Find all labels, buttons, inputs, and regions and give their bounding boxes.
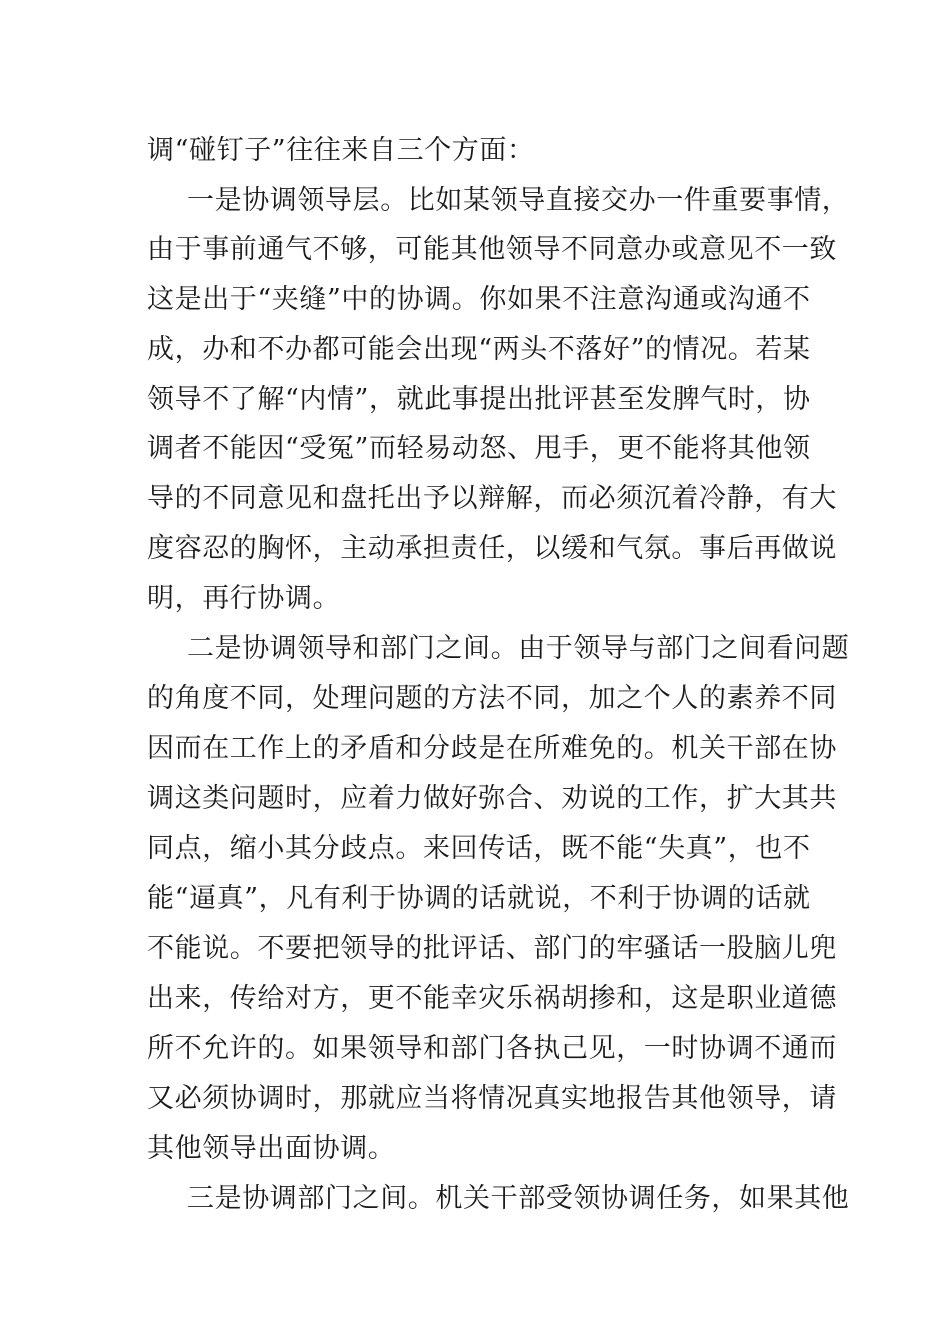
paragraph-line: 二是协调领导和部门之间。由于领导与部门之间看问题 [187, 633, 850, 664]
text-line: 调“碰钉子”往往来自三个方面： [147, 135, 535, 166]
paragraph-line: 一是协调领导层。比如某领导直接交办一件重要事情， [187, 185, 850, 216]
paragraph-line: 同点，缩小其分歧点。来回传话，既不能“失真”，也不 [147, 833, 811, 864]
paragraph-line: 导的不同意见和盘托出予以辩解，而必须沉着冷静，有大 [147, 483, 837, 514]
paragraph-line: 度容忍的胸怀，主动承担责任，以缓和气氛。事后再做说 [147, 533, 837, 564]
paragraph-line: 所不允许的。如果领导和部门各执己见，一时协调不通而 [147, 1033, 837, 1064]
paragraph-line: 这是出于“夹缝”中的协调。你如果不注意沟通或沟通不 [147, 284, 811, 315]
paragraph-line: 能“逼真”，凡有利于协调的话就说，不利于协调的话就 [147, 883, 811, 914]
paragraph-line: 明，再行协调。 [147, 583, 341, 614]
paragraph-line: 调这类问题时，应着力做好弥合、劝说的工作，扩大其共 [147, 783, 837, 814]
paragraph-line: 的角度不同，处理问题的方法不同，加之个人的素养不同 [147, 683, 837, 714]
paragraph-line: 又必须协调时，那就应当将情况真实地报告其他领导，请 [147, 1083, 837, 1114]
paragraph-line: 因而在工作上的矛盾和分歧是在所难免的。机关干部在协 [147, 733, 837, 764]
paragraph-line: 出来，传给对方，更不能幸灾乐祸胡掺和，这是职业道德 [147, 983, 837, 1014]
paragraph-line: 其他领导出面协调。 [147, 1133, 396, 1164]
paragraph-line: 不能说。不要把领导的批评话、部门的牢骚话一股脑儿兜 [147, 933, 837, 964]
paragraph-line: 三是协调部门之间。机关干部受领协调任务，如果其他 [187, 1183, 850, 1214]
paragraph-line: 由于事前通气不够，可能其他领导不同意办或意见不一致 [147, 234, 837, 265]
paragraph-line: 领导不了解“内情”，就此事提出批评甚至发脾气时，协 [147, 384, 811, 415]
paragraph-line: 调者不能因“受冤”而轻易动怒、甩手，更不能将其他领 [147, 433, 811, 464]
paragraph-line: 成，办和不办都可能会出现“两头不落好”的情况。若某 [147, 334, 811, 365]
